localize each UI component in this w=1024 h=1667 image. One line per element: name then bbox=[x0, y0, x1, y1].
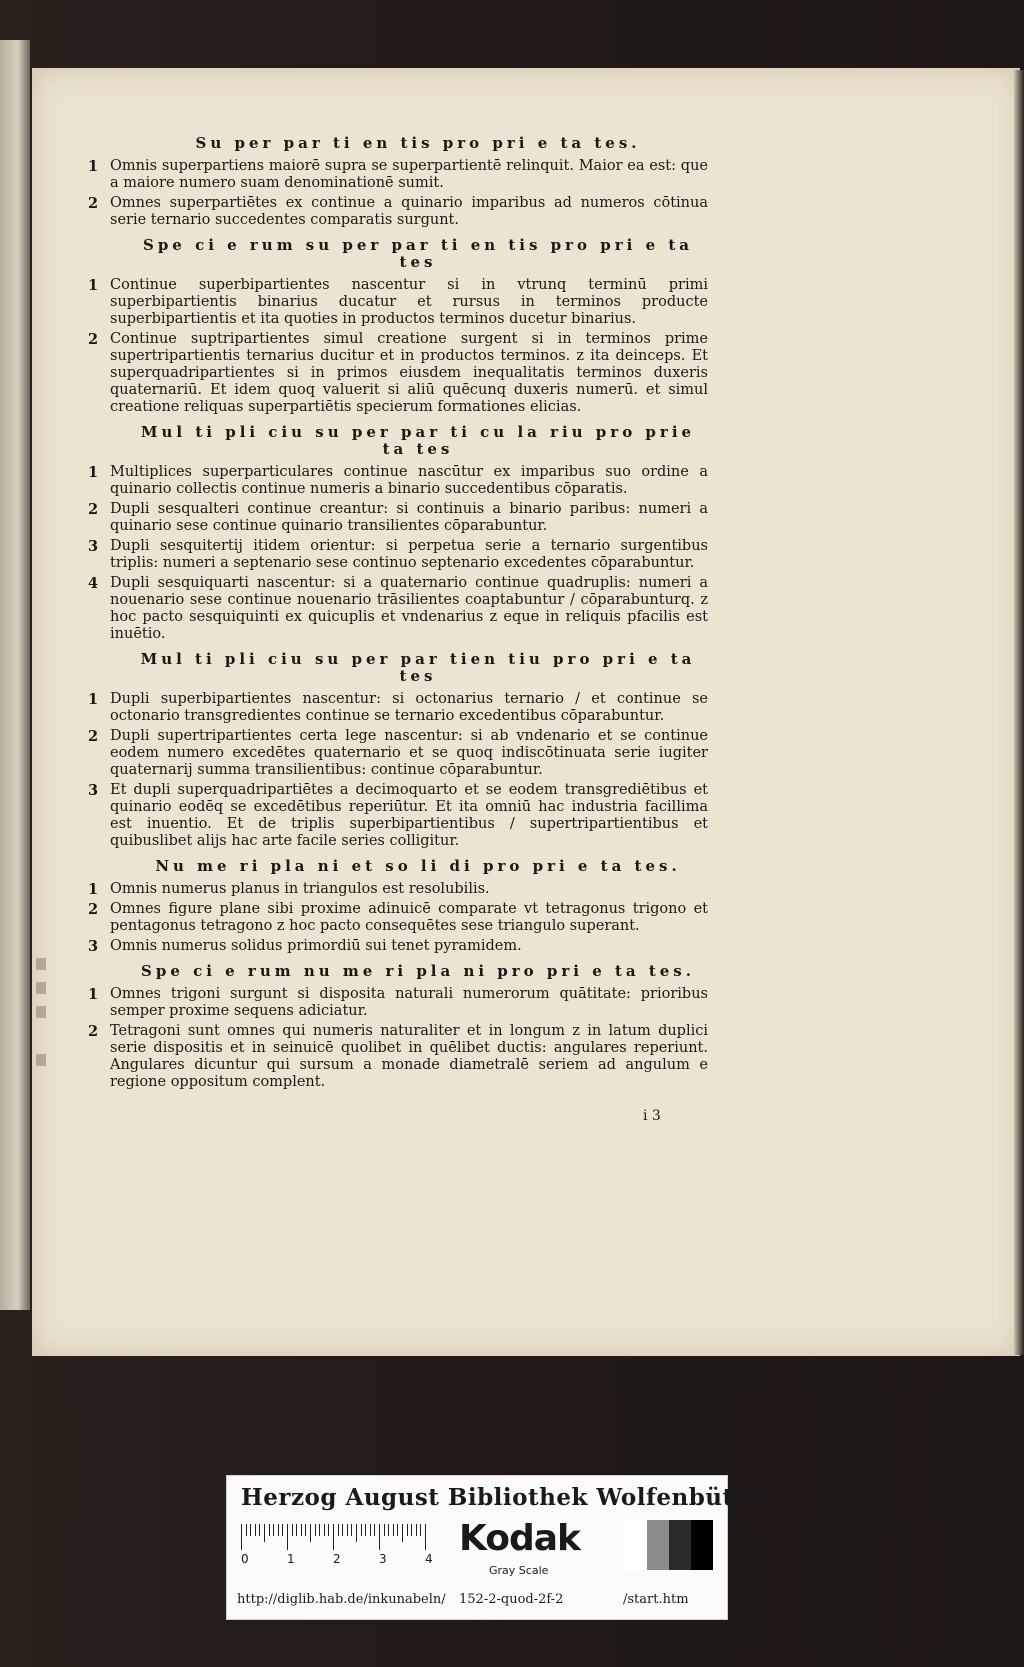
section-heading: Su per par ti en tis pro pri e ta tes. bbox=[195, 134, 641, 152]
proposition-item bbox=[88, 728, 708, 779]
folio-number: i 3 bbox=[643, 1108, 661, 1124]
ruler-tick bbox=[296, 1524, 297, 1536]
ruler-label: 2 bbox=[333, 1552, 341, 1566]
margin-marks bbox=[36, 958, 66, 1078]
gray-swatch bbox=[625, 1520, 647, 1570]
ruler-tick bbox=[310, 1524, 311, 1542]
proposition-item bbox=[88, 195, 708, 229]
proposition-number: 2 bbox=[88, 195, 99, 212]
ruler-tick bbox=[324, 1524, 325, 1536]
kodak-logo: Kodak bbox=[459, 1518, 580, 1559]
proposition-text: Continue suptripartientes simul creatione surgent si in terminos prime supertripartientis ternarius ducitur et in productos terminos. z ita deinceps. Et superquadripartientes si in primos eiusdem inequalitatis terminos duxeris quaternariū. Et idem quoq valuerit si aliū quēcunq duxeris numerū. et simul creatione reliquas superpartiētis specierum formationes elicias. bbox=[110, 331, 708, 415]
proposition-number: 1 bbox=[88, 881, 99, 898]
proposition-text: Omnis numerus planus in triangulos est resolubilis. bbox=[110, 881, 490, 897]
proposition-item bbox=[88, 782, 708, 850]
ruler-tick bbox=[255, 1524, 256, 1536]
proposition-item bbox=[88, 501, 708, 535]
ruler-tick bbox=[370, 1524, 371, 1536]
gray-swatch bbox=[669, 1520, 691, 1570]
scale-ruler bbox=[241, 1524, 441, 1564]
proposition-item bbox=[88, 538, 708, 572]
proposition-item bbox=[88, 881, 708, 898]
ruler-tick bbox=[292, 1524, 293, 1536]
ruler-tick bbox=[278, 1524, 279, 1536]
proposition-text: Omnis superpartiens maiorē supra se superpartientē relinquit. Maior ea est: que a maiore numero suam denominationē sumit. bbox=[110, 158, 708, 191]
proposition-number: 4 bbox=[88, 575, 99, 592]
ruler-label: 4 bbox=[425, 1552, 433, 1566]
proposition-item bbox=[88, 1023, 708, 1091]
gray-swatch bbox=[691, 1520, 713, 1570]
proposition-number: 2 bbox=[88, 1023, 99, 1040]
ruler-tick bbox=[425, 1524, 426, 1550]
color-target-card bbox=[226, 1475, 770, 1620]
ruler-tick bbox=[241, 1524, 242, 1550]
ruler-tick bbox=[407, 1524, 408, 1536]
proposition-item bbox=[88, 901, 708, 935]
proposition-text: Dupli sesquiquarti nascentur: si a quaternario continue quadruplis: numeri a nouenario sese continue nouenario trāsilientes coaptabuntur / cōparabunturq. z hoc pacto sesquiquinti ex quicuplis et vndenarius z eque in reliquis pfacilis est inuētio. bbox=[110, 575, 708, 642]
ruler-label: 0 bbox=[241, 1552, 249, 1566]
ruler-tick bbox=[319, 1524, 320, 1536]
ruler-label: 1 bbox=[287, 1552, 295, 1566]
ruler-tick bbox=[411, 1524, 412, 1536]
ruler-tick bbox=[379, 1524, 380, 1550]
proposition-number: 1 bbox=[88, 464, 99, 481]
ruler-tick bbox=[347, 1524, 348, 1536]
section-heading: Spe ci e rum nu me ri pla ni pro pri e ta tes. bbox=[141, 962, 695, 980]
proposition-text: Omnes trigoni surgunt si disposita naturali numerorum quātitate: prioribus semper proxime sequens adiciatur. bbox=[110, 986, 708, 1019]
ruler-tick bbox=[338, 1524, 339, 1536]
proposition-text: Dupli sesquitertij itidem orientur: si perpetua serie a ternario surgentibus triplis: numeri a septenario sese continuo septenario excedentes cōparabuntur. bbox=[110, 538, 708, 571]
proposition-text: Dupli supertripartientes certa lege nascentur: si ab vndenario et se continue eodem numero excedētes quaternario et se quoq indiscōtinuata serie iugiter quaternarij summa transilientibus: continue cōparabuntur. bbox=[110, 728, 708, 778]
ruler-tick bbox=[397, 1524, 398, 1536]
section-heading: Mul ti pli ciu su per par ti cu la riu pro prie ta tes bbox=[140, 423, 696, 458]
proposition-item bbox=[88, 331, 708, 416]
ruler-tick bbox=[420, 1524, 421, 1536]
proposition-item bbox=[88, 575, 708, 643]
proposition-text: Dupli superbipartientes nascentur: si octonarius ternario / et continue se octonario transgredientes continue se ternario excedentibus cōparabuntur. bbox=[110, 691, 708, 724]
proposition-text: Omnes figure plane sibi proxime adinuicē comparate vt tetragonus trigono et pentagonus tetragono z hoc pacto consequētes sese triangulo superant. bbox=[110, 901, 708, 934]
proposition-number: 3 bbox=[88, 538, 99, 555]
proposition-item bbox=[88, 691, 708, 725]
ruler-tick bbox=[351, 1524, 352, 1536]
ruler-tick bbox=[315, 1524, 316, 1536]
proposition-number: 2 bbox=[88, 501, 99, 518]
proposition-number: 3 bbox=[88, 938, 99, 955]
gray-swatch bbox=[647, 1520, 669, 1570]
ruler-tick bbox=[388, 1524, 389, 1536]
proposition-item bbox=[88, 158, 708, 192]
proposition-number: 3 bbox=[88, 782, 99, 799]
proposition-number: 2 bbox=[88, 331, 99, 348]
ruler-tick bbox=[365, 1524, 366, 1536]
proposition-item bbox=[88, 938, 708, 955]
section-heading: Mul ti pli ciu su per par tien tiu pro pri e ta tes bbox=[140, 650, 696, 685]
ruler-tick bbox=[356, 1524, 357, 1542]
ruler-tick bbox=[273, 1524, 274, 1536]
library-name: Herzog August Bibliothek Wolfenbüttel bbox=[241, 1484, 770, 1511]
ruler-tick bbox=[342, 1524, 343, 1536]
ruler-tick bbox=[361, 1524, 362, 1536]
proposition-text: Continue superbipartientes nascentur si in vtrunq terminū primi superbipartientis binarius ducatur et rursus in terminos producte superbipartientis et ita quoties in productos terminos ducetur binarius. bbox=[110, 277, 708, 327]
ruler-tick bbox=[402, 1524, 403, 1542]
proposition-text: Omnes superpartiētes ex continue a quinario imparibus ad numeros cōtinua serie ternario succedentes comparatis surgunt. bbox=[110, 195, 708, 228]
ruler-tick bbox=[328, 1524, 329, 1536]
proposition-item bbox=[88, 464, 708, 498]
proposition-text: Multiplices superparticulares continue nascūtur ex imparibus suo ordine a quinario collectis continue numeris a binario succedentibus cōparatis. bbox=[110, 464, 708, 497]
proposition-number: 1 bbox=[88, 158, 99, 175]
proposition-text: Dupli sesqualteri continue creantur: si continuis a binario paribus: numeri a quinario sese continue quinario transilientes cōparabuntur. bbox=[110, 501, 708, 534]
section-heading: Nu me ri pla ni et so li di pro pri e ta tes. bbox=[155, 857, 681, 875]
proposition-item bbox=[88, 986, 708, 1020]
ruler-tick bbox=[416, 1524, 417, 1536]
ruler-tick bbox=[269, 1524, 270, 1536]
shelfmark: 152-2-quod-2f-2 bbox=[459, 1592, 564, 1607]
previous-page-edge bbox=[0, 40, 30, 1310]
ruler-tick bbox=[246, 1524, 247, 1536]
proposition-text: Et dupli superquadripartiētes a decimoquarto et se eodem transgrediētibus et quinario eodēq se excedētibus reperiūtur. Et ita omniū hac industria facillima est inuentio. Et de triplis superbipartientibus / supertripartientibus et quibuslibet alijs hac arte facile series colligitur. bbox=[110, 782, 708, 849]
url-suffix: /start.htm bbox=[623, 1592, 689, 1607]
ruler-tick bbox=[305, 1524, 306, 1536]
proposition-number: 1 bbox=[88, 986, 99, 1003]
proposition-text: Omnis numerus solidus primordiū sui tenet pyramidem. bbox=[110, 938, 522, 954]
proposition-text: Tetragoni sunt omnes qui numeris naturaliter et in longum z in latum duplici serie dispositis et in seinuicē quolibet in quēlibet ductis: angulares reperiunt. Angulares dicuntur qui sursum a monade diametralē seriem ad angulum e regione oppositum complent. bbox=[110, 1023, 708, 1090]
proposition-number: 1 bbox=[88, 691, 99, 708]
ruler-tick bbox=[301, 1524, 302, 1536]
ruler-tick bbox=[287, 1524, 288, 1550]
ruler-tick bbox=[384, 1524, 385, 1536]
section-heading: Spe ci e rum su per par ti en tis pro pri e ta tes bbox=[142, 236, 694, 271]
ruler-tick bbox=[259, 1524, 260, 1536]
gray-scale-label: Gray Scale bbox=[489, 1564, 549, 1577]
page-right-edge bbox=[1014, 70, 1024, 1355]
proposition-number: 1 bbox=[88, 277, 99, 294]
ruler-tick bbox=[374, 1524, 375, 1536]
url-prefix: http://diglib.hab.de/inkunabeln/ bbox=[237, 1592, 446, 1607]
page-text bbox=[88, 127, 708, 1094]
proposition-number: 2 bbox=[88, 728, 99, 745]
ruler-tick bbox=[333, 1524, 334, 1550]
ruler-label: 3 bbox=[379, 1552, 387, 1566]
ruler-tick bbox=[250, 1524, 251, 1536]
proposition-item bbox=[88, 277, 708, 328]
ruler-tick bbox=[264, 1524, 265, 1542]
gray-swatches bbox=[625, 1520, 713, 1570]
ruler-tick bbox=[282, 1524, 283, 1536]
ruler-tick bbox=[393, 1524, 394, 1536]
proposition-number: 2 bbox=[88, 901, 99, 918]
